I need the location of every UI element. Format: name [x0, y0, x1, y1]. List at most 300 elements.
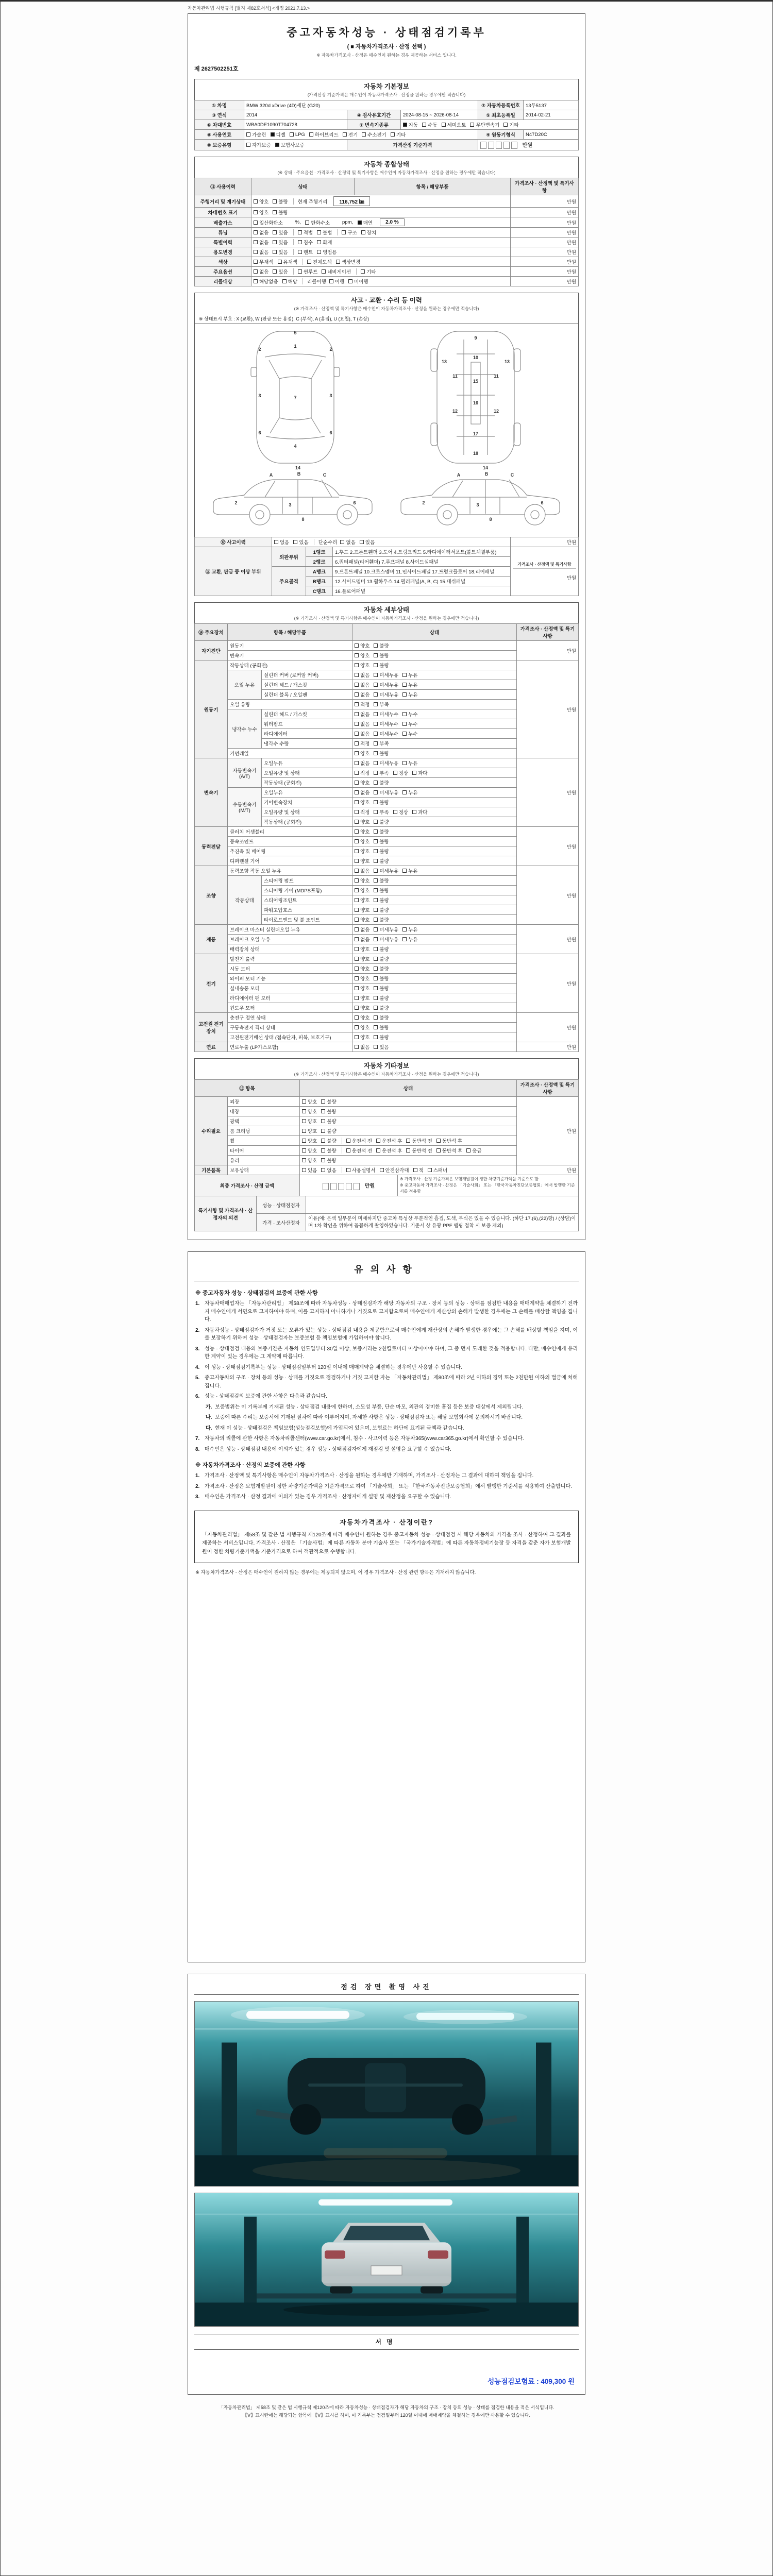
state-options: [355, 671, 514, 679]
checkbox-box: [380, 1168, 384, 1172]
price-cell: 만원: [511, 277, 579, 286]
checkbox-option[interactable]: [254, 198, 268, 205]
checkbox-box: [348, 279, 352, 283]
checkbox-option[interactable]: [374, 887, 389, 894]
checkbox-label: 미세누수: [379, 722, 399, 728]
rank2-items: 6.쿼터패널(리어휀더) 7.루프패널 8.사이드실패널: [333, 557, 511, 567]
state-cell: [352, 788, 517, 798]
checkbox-option[interactable]: [273, 268, 288, 275]
checkbox-option[interactable]: [254, 219, 283, 226]
checkbox-option[interactable]: [293, 538, 308, 546]
checkbox-option[interactable]: [355, 662, 369, 669]
checkbox-option[interactable]: [374, 985, 389, 992]
checkbox-option[interactable]: [470, 121, 499, 128]
checkbox-option[interactable]: [340, 538, 355, 546]
item-label: 변속기: [228, 651, 352, 660]
checkbox-option[interactable]: [466, 1147, 481, 1154]
checkbox-option[interactable]: [355, 740, 369, 747]
notice-item: [195, 1472, 578, 1480]
checkbox-option[interactable]: [355, 936, 369, 943]
checkbox-option[interactable]: [355, 779, 369, 786]
checkbox-option[interactable]: [380, 1166, 409, 1174]
checkbox-option[interactable]: [355, 759, 369, 767]
checkbox-option[interactable]: [355, 867, 369, 874]
checkbox-option[interactable]: [317, 248, 337, 256]
checkbox-option[interactable]: [254, 229, 268, 236]
checkbox-box: [342, 230, 346, 234]
checkbox-option[interactable]: [321, 1098, 336, 1105]
checkbox-option[interactable]: [374, 691, 398, 698]
label-first-reg: ⑤ 최초등록일: [478, 110, 524, 120]
usage-label: 색상: [195, 257, 251, 267]
checkbox-option[interactable]: [329, 278, 344, 285]
checkbox-option[interactable]: [343, 131, 358, 138]
checkbox-option[interactable]: [374, 867, 398, 874]
checkbox-label: 양호: [308, 1129, 317, 1135]
checkbox-option[interactable]: [355, 945, 369, 953]
checkbox-option[interactable]: [374, 808, 389, 816]
checkbox-box: [340, 540, 344, 544]
appraiser-row-label: 가격 · 조사산정자: [257, 1214, 306, 1231]
checkbox-label: 동반석 후: [442, 1139, 463, 1145]
checkbox-option[interactable]: [246, 131, 266, 138]
notice-text: 매수인은 가격조사 · 산정 결과에 이의가 있는 경우 가격조사 · 산정자에게 설명 및 재산정을 요구할 수 있습니다.: [205, 1494, 451, 1500]
checkbox-option[interactable]: [275, 141, 305, 148]
state-cell: [300, 1126, 517, 1136]
notice-subitem: [206, 1425, 578, 1433]
notice-item: [195, 1364, 578, 1372]
checkbox-option[interactable]: [374, 848, 389, 855]
checkbox-option[interactable]: [355, 1033, 369, 1041]
checkbox-option[interactable]: [374, 965, 389, 972]
car-diagram-underbody-view: [431, 331, 520, 463]
checkbox-option[interactable]: [402, 691, 417, 698]
checkbox-option[interactable]: [374, 926, 398, 933]
checkbox-option[interactable]: [254, 239, 268, 246]
checkbox-option[interactable]: [355, 681, 369, 688]
divider: [337, 229, 338, 235]
checkbox-option[interactable]: [374, 1043, 389, 1050]
checkbox-box: [374, 712, 378, 716]
checkbox-option[interactable]: [307, 258, 332, 265]
checkbox-option[interactable]: [298, 239, 313, 246]
notice-text: 중고자동차의 구조 · 장치 등의 성능 · 상태를 거짓으로 점검하거나 거짓 고지한 자는 「자동차관리법」 제80조에 따라 2년 이하의 징역 또는 2천만원 이하의 벌금에 처해집니다.: [205, 1375, 578, 1389]
checkbox-option[interactable]: [302, 1147, 317, 1154]
value-warranty-type: [244, 140, 347, 150]
checkbox-option[interactable]: [374, 750, 389, 757]
checkbox-option[interactable]: [391, 131, 406, 138]
checkbox-option[interactable]: [355, 994, 369, 1002]
checkbox-option[interactable]: [298, 248, 313, 256]
checkbox-option[interactable]: [302, 1137, 317, 1144]
checkbox-label: 없음: [360, 673, 370, 679]
checkbox-option[interactable]: [374, 662, 389, 669]
checkbox-option[interactable]: [305, 219, 330, 226]
checkbox-label: 수소전기: [367, 132, 386, 138]
value-car-name: BMW 320d xDrive (4D)세단 (G20): [244, 100, 478, 110]
checkbox-option[interactable]: [406, 1137, 432, 1144]
checkbox-option[interactable]: [374, 789, 398, 796]
checkbox-option[interactable]: [321, 1137, 336, 1144]
diagram-part-number: 3: [258, 393, 261, 399]
group-label: 수리필요: [195, 1097, 228, 1165]
checkbox-box: [355, 849, 359, 853]
checkbox-option[interactable]: [362, 131, 386, 138]
checkbox-option[interactable]: [273, 239, 288, 246]
checkbox-label: 썬루프: [303, 269, 318, 276]
checkbox-label: 양호: [360, 976, 370, 982]
checkbox-option[interactable]: [374, 916, 389, 923]
checkbox-option[interactable]: [254, 278, 278, 285]
group-label: 고전원 전기장치: [195, 1013, 228, 1042]
checkbox-label: 불량: [379, 653, 389, 659]
checkbox-option[interactable]: [317, 239, 332, 246]
checkbox-option[interactable]: [309, 131, 339, 138]
checkbox-label: 적정: [360, 741, 370, 748]
state-cell: [300, 1156, 517, 1165]
checkbox-option[interactable]: [374, 1024, 389, 1031]
checkbox-label: LPG: [295, 131, 305, 138]
label-inspection: ④ 검사유효기간: [347, 110, 401, 120]
checkbox-box: [374, 1045, 378, 1049]
checkbox-option[interactable]: [355, 848, 369, 855]
checkbox-option[interactable]: [322, 268, 351, 275]
checkbox-option[interactable]: [374, 818, 389, 825]
checkbox-option[interactable]: [374, 857, 389, 865]
state-cell: [300, 1136, 517, 1146]
checkbox-option[interactable]: [355, 955, 369, 962]
checkbox-option[interactable]: [355, 769, 369, 776]
item-label: 외장: [228, 1097, 300, 1107]
checkbox-option[interactable]: [374, 877, 389, 884]
checkbox-option[interactable]: [355, 887, 369, 894]
checkbox-label: 불량: [379, 898, 389, 904]
checkbox-option[interactable]: [402, 720, 417, 727]
checkbox-option[interactable]: [321, 1157, 336, 1164]
checkbox-box: [403, 123, 407, 127]
notice-number: 5.: [195, 1375, 200, 1381]
checkbox-option[interactable]: [355, 985, 369, 992]
checkbox-option[interactable]: [321, 1108, 336, 1115]
checkbox-option[interactable]: [374, 828, 389, 835]
checkbox-option[interactable]: [342, 229, 357, 236]
document-subtitle-note: ※ 자동차가격조사 · 산정은 매수인이 원하는 경우 제공하는 서비스 입니다.: [316, 53, 457, 58]
inspection-photo-underbody: [194, 2001, 579, 2187]
legal-footer-line-2: 【Ⅴ】표시란에는 해당되는 항목에 【Ⅴ】표시를 하며, 이 기록부는 점검일부터 120일 이내에 매매계약을 체결하는 경우에만 사용할 수 있습니다.: [243, 2412, 530, 2418]
checkbox-label: 색상변경: [341, 260, 361, 266]
price-cell: 만원: [517, 1165, 579, 1175]
checkbox-option[interactable]: [355, 877, 369, 884]
signature-area: [194, 2350, 579, 2372]
state-options: [355, 877, 514, 884]
checkbox-option[interactable]: [254, 258, 274, 265]
checkbox-option[interactable]: [355, 691, 369, 698]
checkbox-option[interactable]: [355, 710, 369, 718]
checkbox-option[interactable]: [355, 750, 369, 757]
checkbox-option[interactable]: [374, 896, 389, 904]
label-vin: ⑥ 차대번호: [195, 120, 244, 130]
checkbox-option[interactable]: [355, 818, 369, 825]
checkbox-option[interactable]: [436, 1137, 462, 1144]
checkbox-label: 양호: [360, 947, 370, 953]
checkbox-option[interactable]: [321, 1166, 336, 1174]
checkbox-option[interactable]: [278, 258, 298, 265]
checkbox-option[interactable]: [254, 268, 268, 275]
checkbox-box: [336, 260, 340, 264]
rankB-items: 12.사이드멤버 13.휠하우스 14.필러패널(A, B, C) 15.대쉬패널: [333, 577, 511, 586]
state-cell: [352, 886, 517, 895]
checkbox-option[interactable]: [355, 652, 369, 659]
checkbox-box: [246, 132, 250, 137]
checkbox-box: [376, 1148, 380, 1153]
checkbox-option[interactable]: [402, 789, 417, 796]
checkbox-option[interactable]: [374, 720, 398, 727]
checkbox-option[interactable]: [254, 209, 268, 216]
checkbox-option[interactable]: [374, 975, 389, 982]
value-first-reg: 2014-02-21: [524, 110, 579, 120]
checkbox-option[interactable]: [374, 945, 389, 953]
checkbox-label: 보험사보증: [280, 143, 305, 149]
checkbox-option[interactable]: [274, 538, 289, 546]
checkbox-option[interactable]: [361, 268, 376, 275]
checkbox-option[interactable]: [374, 936, 398, 943]
checkbox-option[interactable]: [361, 229, 376, 236]
checkbox-label: 있음: [299, 540, 309, 546]
checkbox-option[interactable]: [302, 1166, 317, 1174]
checkbox-option[interactable]: [355, 730, 369, 737]
checkbox-option[interactable]: [412, 769, 427, 776]
value-inspection: 2024-08-15 ~ 2026-08-14: [401, 110, 478, 120]
group-label: 전기: [195, 954, 228, 1013]
checkbox-option[interactable]: [302, 1108, 317, 1115]
notice-number: 6.: [195, 1394, 200, 1400]
checkbox-option[interactable]: [355, 701, 369, 708]
state-options: [254, 196, 508, 206]
checkbox-box: [355, 1035, 359, 1039]
checkbox-label: 없음: [360, 732, 370, 738]
checkbox-option[interactable]: [336, 258, 361, 265]
item-label: 오일유량 및 상태: [262, 768, 352, 778]
checkbox-option[interactable]: [355, 799, 369, 806]
notice-item: [195, 1493, 578, 1501]
checkbox-option[interactable]: [374, 955, 389, 962]
item-label: 실내송풍 모터: [228, 984, 352, 993]
checkbox-option[interactable]: [302, 1157, 317, 1164]
checkbox-option[interactable]: [355, 965, 369, 972]
checkbox-option[interactable]: [412, 808, 427, 816]
checkbox-option[interactable]: [355, 1004, 369, 1011]
checkbox-option[interactable]: [402, 730, 417, 737]
checkbox-option[interactable]: [374, 838, 389, 845]
checkbox-option[interactable]: [290, 132, 305, 138]
checkbox-label: 불량: [379, 820, 389, 826]
checkbox-option[interactable]: [355, 975, 369, 982]
checkbox-label: 양호: [360, 1035, 370, 1041]
checkbox-option[interactable]: [413, 1166, 424, 1174]
checkbox-option[interactable]: [374, 994, 389, 1002]
checkbox-option[interactable]: [402, 926, 417, 933]
state-cell: [251, 228, 511, 238]
checkbox-box: [374, 1035, 378, 1039]
state-cell: [352, 915, 517, 925]
checkbox-option[interactable]: [355, 671, 369, 679]
checkbox-option[interactable]: [374, 769, 389, 776]
checkbox-option[interactable]: [355, 1024, 369, 1031]
notice-number: 2.: [195, 1483, 200, 1489]
checkbox-option[interactable]: [273, 229, 288, 236]
checkbox-option[interactable]: [321, 1127, 336, 1134]
digit-box: [346, 1183, 352, 1190]
inspection-photo-rear: [194, 2193, 579, 2327]
checkbox-option[interactable]: [346, 1147, 372, 1154]
final-price-unit: 만원: [364, 1183, 375, 1190]
price-cell: 만원: [511, 208, 579, 217]
notice-text: 성능 · 상태점검의 보증에 관한 사항은 다음과 같습니다.: [205, 1394, 328, 1400]
checkbox-box: [355, 1015, 359, 1020]
checkbox-option[interactable]: [406, 1147, 432, 1154]
state-options: [355, 1024, 514, 1031]
checkbox-label: 운전석 후: [382, 1139, 402, 1145]
checkbox-option[interactable]: [273, 209, 288, 216]
checkbox-option[interactable]: [376, 1137, 402, 1144]
checkbox-option[interactable]: [282, 278, 297, 285]
checkbox-option[interactable]: [321, 1117, 336, 1125]
checkbox-option[interactable]: [442, 121, 466, 128]
checkbox-option[interactable]: [402, 867, 417, 874]
checkbox-option[interactable]: [403, 121, 418, 128]
checkbox-option[interactable]: [273, 198, 288, 205]
checkbox-box: [355, 751, 359, 755]
diagram-part-number: 1: [294, 344, 297, 349]
checkbox-label: 자가보증: [252, 143, 271, 149]
divider: [356, 268, 357, 275]
checkbox-option[interactable]: [374, 710, 398, 718]
checkbox-option[interactable]: [298, 229, 313, 236]
checkbox-box: [374, 1006, 378, 1010]
checkbox-option[interactable]: [355, 808, 369, 816]
checkbox-option[interactable]: [355, 1014, 369, 1021]
checkbox-option[interactable]: [374, 1004, 389, 1011]
checkbox-option[interactable]: [374, 652, 389, 659]
state-cell: [300, 1146, 517, 1156]
checkbox-option[interactable]: [376, 1147, 402, 1154]
checkbox-box: [355, 790, 359, 794]
checkbox-option[interactable]: [355, 720, 369, 727]
checkbox-option[interactable]: [348, 278, 368, 285]
checkbox-option[interactable]: [355, 642, 369, 649]
checkbox-option[interactable]: [393, 808, 408, 816]
state-cell: [352, 827, 517, 837]
state-options: [355, 867, 514, 874]
checkbox-option[interactable]: [374, 906, 389, 913]
state-cell: [352, 758, 517, 768]
checkbox-option[interactable]: [355, 906, 369, 913]
checkbox-option[interactable]: [355, 857, 369, 865]
checkbox-box: [402, 692, 407, 697]
checkbox-option[interactable]: [374, 1014, 389, 1021]
checkbox-option[interactable]: [355, 916, 369, 923]
checkbox-option[interactable]: [374, 701, 389, 708]
checkbox-option[interactable]: [355, 896, 369, 904]
checkbox-option[interactable]: [374, 730, 398, 737]
checkbox-option[interactable]: [271, 131, 285, 138]
checkbox-option[interactable]: [393, 769, 408, 776]
checkbox-option[interactable]: [254, 248, 268, 256]
checkbox-option[interactable]: [374, 671, 398, 679]
notice-text: 이 성능 · 상태점검기록부는 성능 · 상태점검일부터 120일 이내에 매매계약을 체결하는 경우에만 사용할 수 있습니다.: [205, 1364, 462, 1370]
checkbox-option[interactable]: [428, 1166, 448, 1174]
section-other-title: 자동차 기타정보: [364, 1062, 409, 1070]
checkbox-option[interactable]: [374, 642, 389, 649]
checkbox-label: 양호: [360, 849, 370, 855]
checkbox-box: [282, 279, 287, 283]
price-cell: 만원: [517, 641, 579, 660]
checkbox-option[interactable]: [273, 248, 288, 256]
checkbox-option[interactable]: [298, 268, 318, 275]
checkbox-option[interactable]: [355, 1043, 369, 1050]
col-item: ⑮ 항목: [195, 1080, 300, 1097]
photo-underbody-svg: [195, 2002, 578, 2186]
checkbox-label: 양호: [360, 839, 370, 845]
checkbox-option[interactable]: [374, 779, 389, 786]
inspector-opinion: [306, 1196, 579, 1214]
checkbox-option[interactable]: [346, 1166, 376, 1174]
checkbox-box: [321, 1168, 325, 1172]
checkbox-option[interactable]: [422, 121, 437, 128]
document-title: 중고자동차성능 · 상태점검기록부: [287, 27, 486, 39]
checkbox-option[interactable]: [302, 1098, 317, 1105]
checkbox-option[interactable]: [402, 681, 417, 688]
checkbox-option[interactable]: [321, 1147, 336, 1154]
checkbox-box: [254, 269, 258, 274]
checkbox-box: [393, 771, 397, 775]
state-options: [355, 838, 514, 845]
checkbox-option[interactable]: [374, 1033, 389, 1041]
section-other-note: (※ 가격조사 · 산정액 및 특기사항은 매수인이 자동차가격조사 · 산정을 원하는 경우에만 적습니다): [294, 1072, 479, 1077]
checkbox-label: 불량: [379, 1006, 389, 1012]
checkbox-option[interactable]: [374, 740, 389, 747]
checkbox-option[interactable]: [402, 759, 417, 767]
checkbox-box: [355, 829, 359, 834]
checkbox-option[interactable]: [355, 789, 369, 796]
price-cell: 만원: [517, 954, 579, 1013]
checkbox-option[interactable]: [436, 1147, 462, 1154]
checkbox-option[interactable]: [402, 936, 417, 943]
diagram-part-numbers: [234, 330, 543, 522]
checkbox-label: 불량: [379, 957, 389, 963]
checkbox-option[interactable]: [355, 828, 369, 835]
checkbox-option[interactable]: [402, 671, 417, 679]
checkbox-option[interactable]: [355, 926, 369, 933]
checkbox-option[interactable]: [346, 1137, 372, 1144]
checkbox-box: [374, 859, 378, 863]
checkbox-option[interactable]: [317, 229, 332, 236]
checkbox-option[interactable]: [246, 141, 271, 148]
checkbox-option[interactable]: [355, 838, 369, 845]
checkbox-option[interactable]: [374, 799, 389, 806]
checkbox-option[interactable]: [302, 1117, 317, 1125]
checkbox-option[interactable]: [402, 710, 417, 718]
checkbox-option[interactable]: [360, 538, 375, 546]
checkbox-option[interactable]: [503, 121, 518, 128]
label-fuel: ⑧ 사용연료: [195, 130, 244, 140]
checkbox-label: 부족: [379, 771, 389, 777]
checkbox-option[interactable]: [302, 1127, 317, 1134]
checkbox-option[interactable]: [374, 681, 398, 688]
checkbox-option[interactable]: [358, 219, 373, 226]
checkbox-option[interactable]: [374, 759, 398, 767]
state-options: [254, 248, 508, 256]
